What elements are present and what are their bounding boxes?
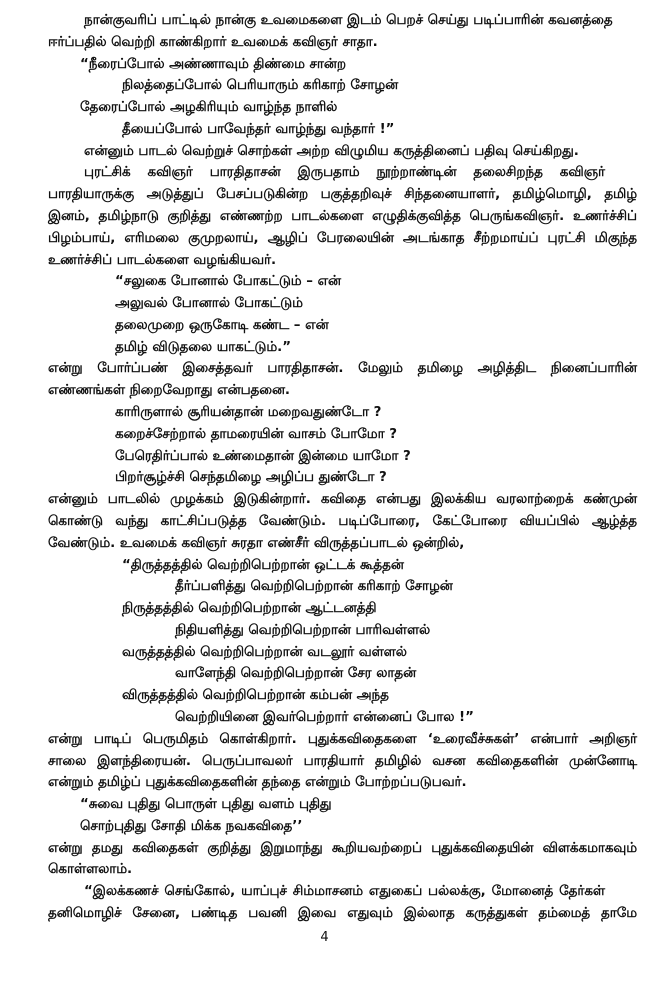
paragraph-line: நான்குவரிப் பாட்டில் நான்கு உவமைகளை இடம் பெறச் செய்து படிப்பாரின் கவனத்தை [84, 13, 613, 28]
poem-line: பேரெதிர்ப்பால் உண்மைதான் இன்மை யாமோ ? [115, 449, 411, 464]
paragraph-line: “இலக்கணச் செங்கோல், யாப்புச் சிம்மாசனம் எதுகைப் பல்லக்கு, மோனைத் தேர்கள் [84, 884, 605, 899]
poem-line: “திருத்தத்தில் வெற்றிபெற்றான் ஒட்டக் கூத்தன் [122, 558, 404, 573]
paragraph-line: இனம், தமிழ்நாடு குறித்து எண்ணற்ற பாடல்களை எழுதிக்குவித்த பெருங்கவிஞர். உணர்ச்சிப் [48, 209, 637, 224]
poem-line: சொற்புதிது சோதி மிக்க நவகவிதை’’ [80, 819, 303, 834]
poem-line: “நீரைப்போல் அண்ணாவும் திண்மை சான்ற [80, 57, 347, 72]
paragraph-line: வேண்டும். உவமைக் கவிஞர் சுரதா எண்சீர் விருத்தப்பாடல் ஒன்றில், [48, 536, 465, 551]
paragraph-line: ஈர்ப்பதில் வெற்றி காண்கிறார் உவமைக் கவிஞர் சாதா. [48, 35, 378, 50]
paragraph-line: புரட்சிக் கவிஞர் பாரதிதாசன் இருபதாம் நூற்றாண்டின் தலைசிறந்த கவிஞர் [84, 165, 605, 180]
paragraph-line: சாலை இளந்திரையன். பெருப்பாவலர் பாரதியார் தமிழில் வசன கவிதைகளின் முன்னோடி [48, 754, 637, 769]
poem-line: நிருத்தத்தில் வெற்றிபெற்றான் ஆட்டனத்தி [122, 601, 377, 616]
paragraph-line: என்று தமது கவிதைகள் குறித்து இறுமாந்து கூறியவற்றைப் புதுக்கவிதையின் விளக்கமாகவும் [48, 841, 637, 856]
poem-line: தேரைப்போல் அழகிரியும் வாழ்ந்த நாளில் [80, 100, 338, 115]
poem-line: விருத்தத்தில் வெற்றிபெற்றான் கம்பன் அந்த [122, 688, 389, 703]
paragraph-line: என்னும் பாடலில் முழக்கம் இடுகின்றார். கவிதை என்பது இலக்கிய வரலாற்றைக் கண்முன் [48, 492, 637, 507]
poem-line: வாளேந்தி வெற்றிபெற்றான் சேர லாதன் [175, 666, 417, 681]
poem-line: தலைமுறை ஒருகோடி கண்ட – என் [115, 318, 329, 333]
poem-line: தீயைப்போல் பாவேந்தர் வாழ்ந்து வந்தார் !” [122, 122, 395, 137]
poem-line: காரிருளால் சூரியன்தான் மறைவதுண்டோ ? [115, 405, 382, 420]
paragraph-line: கொண்டு வந்து காட்சிப்படுத்த வேண்டும். படிப்போரை, கேட்போரை வியப்பில் ஆழ்த்த [48, 514, 637, 529]
poem-line: தீர்ப்பளித்து வெற்றிபெற்றான் கரிகாற் சோழன் [175, 579, 453, 594]
paragraph-line: என்று போர்ப்பண் இசைத்தவர் பாரதிதாசன். மேலும் தமிழை அழித்திட நினைப்பாரின் [48, 361, 637, 376]
paragraph-line: உணர்ச்சிப் பாடல்களை வழங்கியவர். [48, 253, 277, 268]
poem-line: “சுவை புதிது பொருள் புதிது வளம் புதிது [80, 797, 332, 812]
paragraph-line: தனிமொழிச் சேனை, பண்டித பவனி இவை எதுவும் இல்லாத கருத்துகள் தம்மைத் தாமே [48, 906, 637, 921]
paragraph-line: எண்ணங்கள் நிறைவேறாது என்பதனை. [48, 383, 291, 398]
paragraph-line: கொள்ளலாம். [48, 862, 133, 877]
paragraph-line: என்று பாடிப் பெருமிதம் கொள்கிறார். புதுக்கவிதைகளை ‘உரைவீச்சுகள்’ என்பார் அறிஞர் [48, 732, 637, 747]
poem-line: கறைச்சேற்றால் தாமரையின் வாசம் போமோ ? [115, 427, 398, 442]
poem-line: நிலத்தைப்போல் பெரியாரும் கரிகாற் சோழன் [122, 78, 399, 93]
poem-line: நிதியளித்து வெற்றிபெற்றான் பாரிவள்ளல் [175, 623, 431, 638]
poem-line: அலுவல் போனால் போகட்டும் [115, 296, 303, 311]
paragraph-line: என்னும் பாடல் வெற்றுச் சொற்கள் அற்ற விழுமிய கருத்தினைப் பதிவு செய்கிறது. [84, 144, 579, 159]
poem-line: பிறர்சூழ்ச்சி செந்தமிழை அழிப்ப துண்டோ ? [115, 470, 387, 485]
page-number: 4 [320, 930, 329, 945]
paragraph-line: என்றும் தமிழ்ப் புதுக்கவிதைகளின் தந்தை என்றும் போற்றப்படுபவர். [48, 775, 467, 790]
paragraph-line: பாரதியாருக்கு அடுத்துப் பேசப்படுகின்ற பகுத்தறிவுச் சிந்தனையாளர், தமிழ்மொழி, தமிழ் [48, 187, 637, 202]
paragraph-line: பிழம்பாய், எரிமலை குமுறலாய், ஆழிப் பேரலையின் அடங்காத சீற்றமாய்ப் புரட்சி மிகுந்த [48, 231, 637, 246]
poem-line: வெற்றியினை இவர்பெற்றார் என்னைப் போல !” [175, 710, 474, 725]
poem-line: “சலுகை போனால் போகட்டும் – என் [115, 274, 342, 289]
poem-line: தமிழ் விடுதலை யாகட்டும்.” [115, 340, 292, 355]
poem-line: வருத்தத்தில் வெற்றிபெற்றான் வடலூர் வள்ளல் [122, 645, 407, 660]
